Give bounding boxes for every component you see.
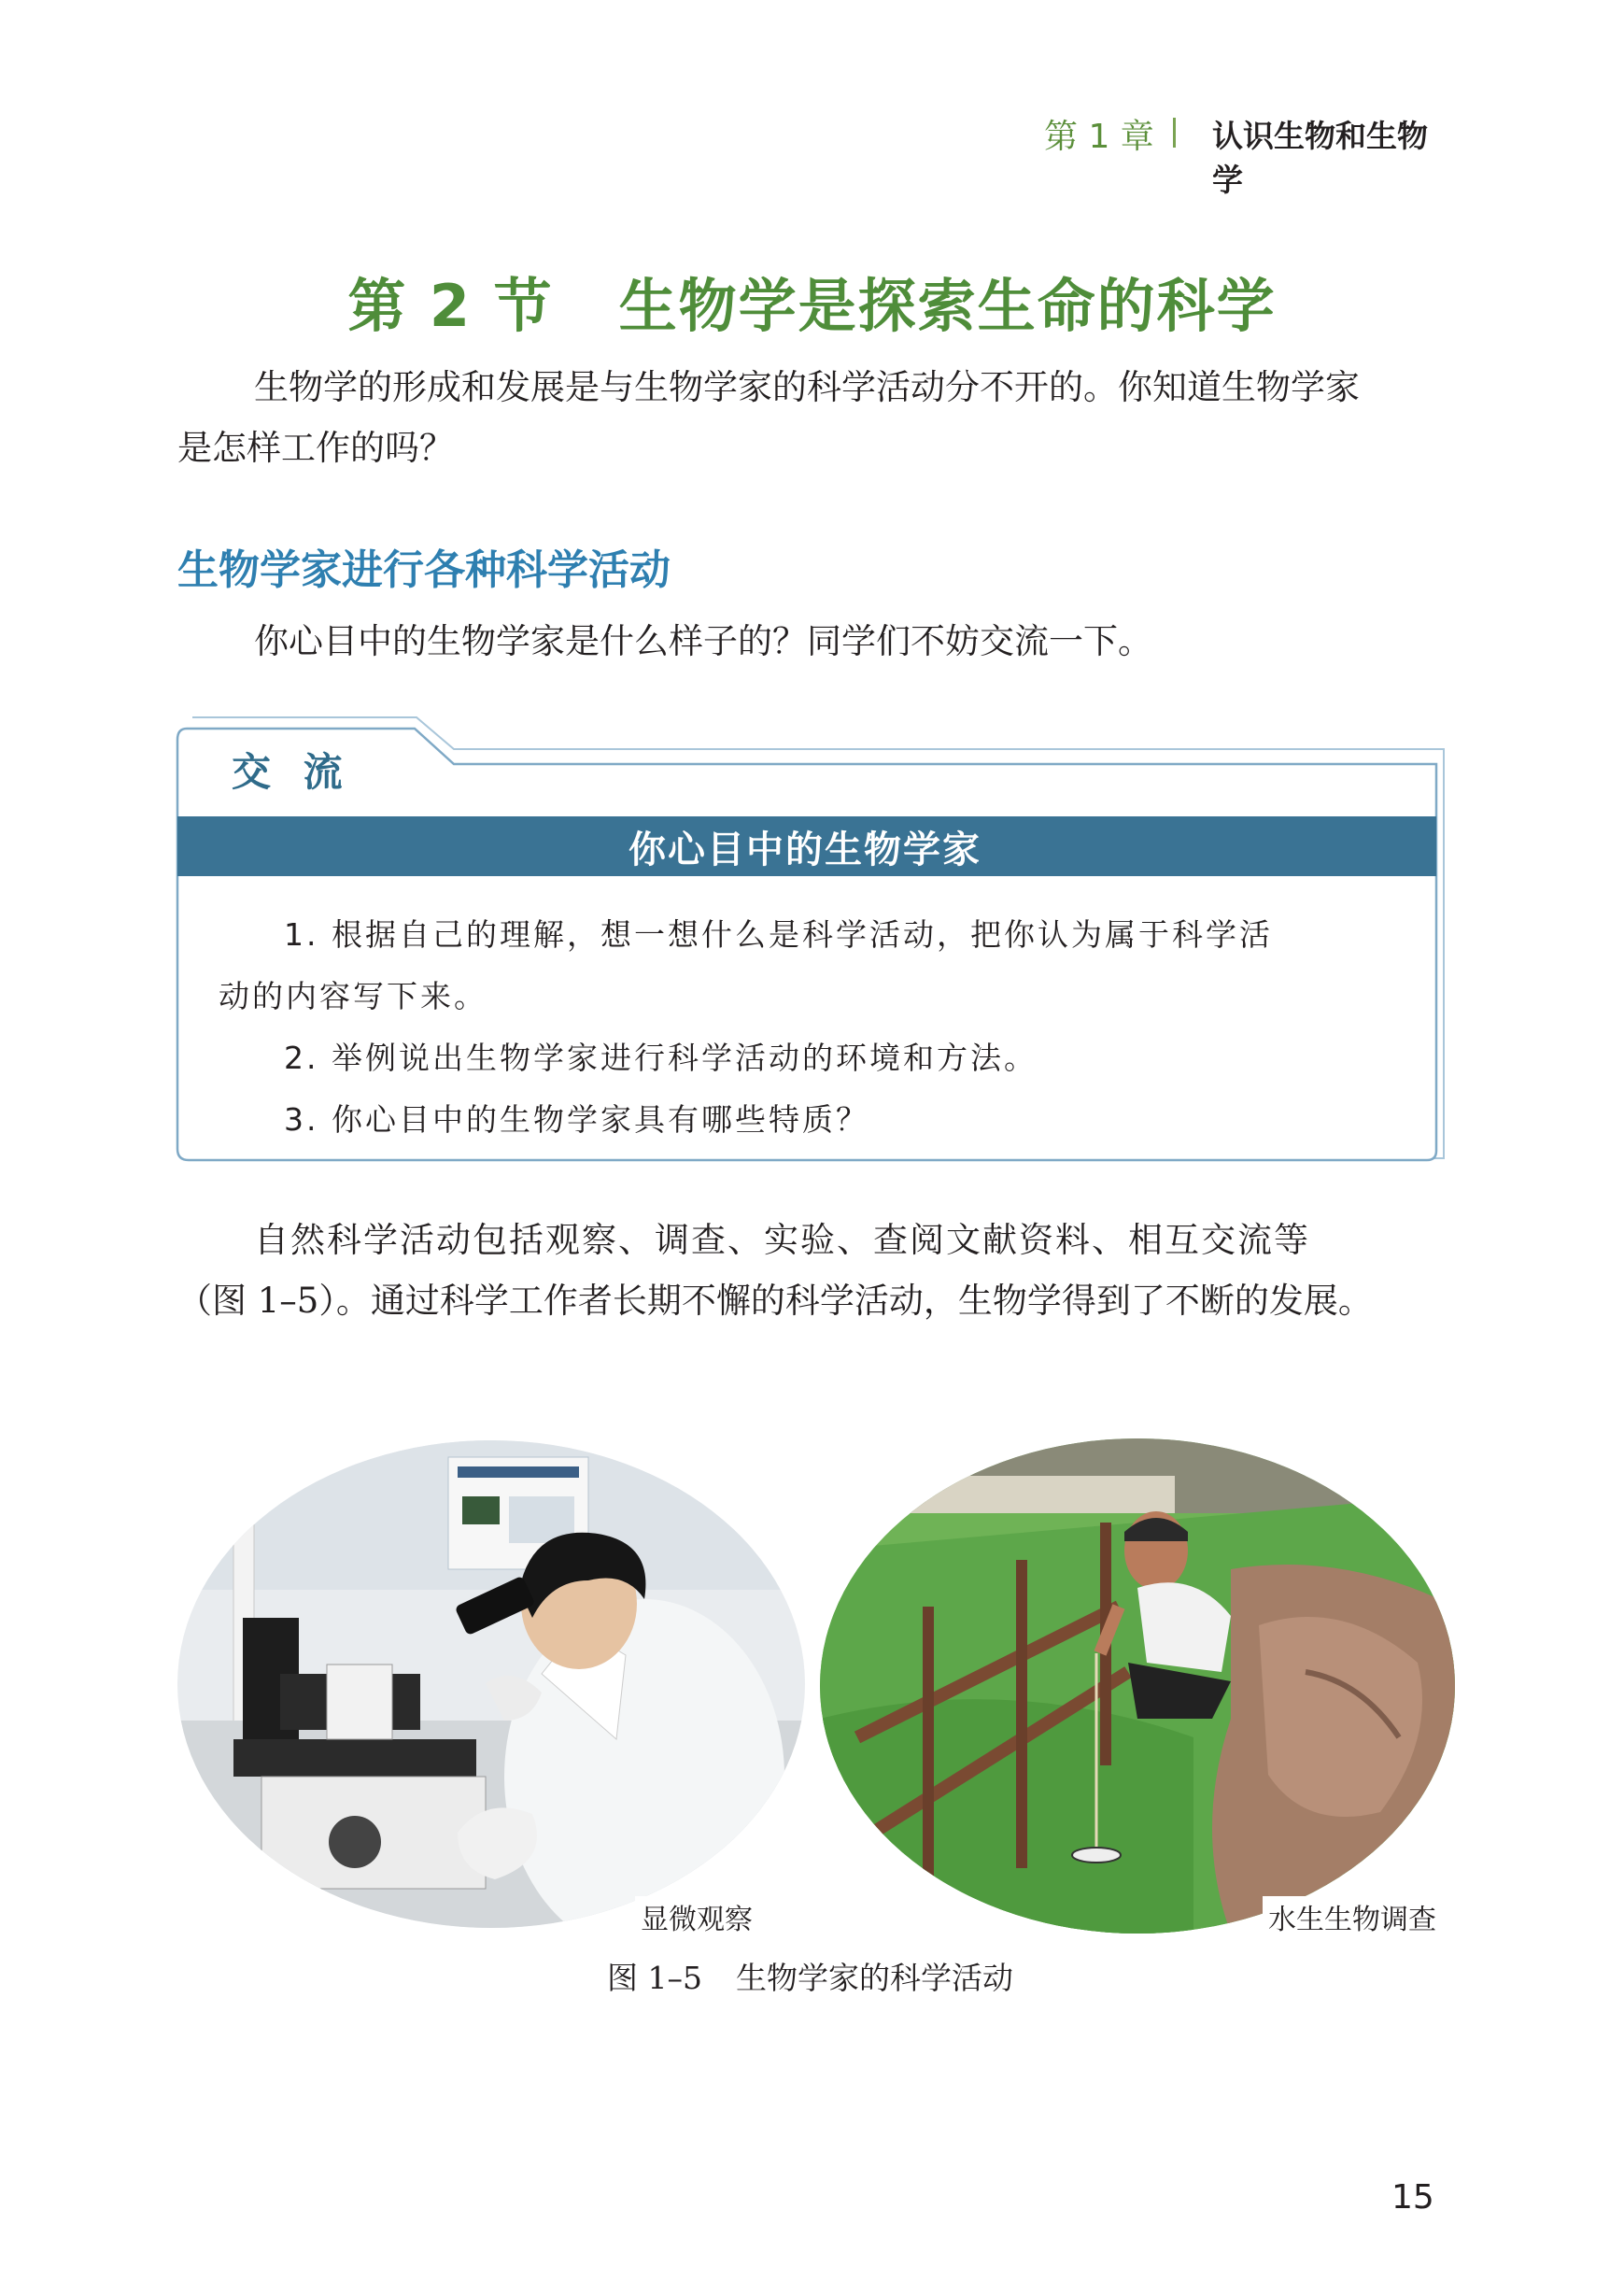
- subsection-text: 你心目中的生物学家是什么样子的？同学们不妨交流一下。: [254, 621, 1152, 661]
- header-divider: [1173, 118, 1176, 148]
- discussion-item-1-line-2: 动的内容写下来。: [219, 978, 487, 1014]
- body-line-1: 自然科学活动包括观察、调查、实验、查阅文献资料、相互交流等: [254, 1220, 1310, 1260]
- section-heading: [0, 260, 1624, 343]
- section-title: 生物学是探索生命的科学: [618, 272, 1277, 340]
- chapter-title: 认识生物和生物学: [1212, 118, 1428, 198]
- chapter-number: 第 1 章: [1044, 118, 1154, 156]
- subsection-heading: 生物学家进行各种科学活动: [177, 546, 671, 594]
- page-number: 15: [1391, 2178, 1434, 2217]
- section-number: 第 2 节: [347, 272, 554, 340]
- figure-caption: [607, 1954, 1013, 1998]
- body-paragraph: [177, 1210, 1455, 1331]
- aquatic-survey-photo: [820, 1438, 1455, 1934]
- discussion-item-2: 2. 举例说出生物学家进行科学活动的环境和方法。: [284, 1040, 1038, 1076]
- microscope-photo: [177, 1440, 805, 1928]
- body-line-2: （图 1–5）。通过科学工作者长期不懈的科学活动，生物学得到了不断的发展。: [177, 1281, 1373, 1321]
- discussion-label: 交 流: [232, 749, 352, 795]
- discussion-item-3: 3. 你心目中的生物学家具有哪些特质？: [284, 1101, 869, 1138]
- figure-caption-text: 生物学家的科学活动: [735, 1960, 1013, 1996]
- discussion-box: [174, 710, 1455, 1168]
- running-header: [1027, 110, 1457, 198]
- intro-paragraph: [177, 357, 1455, 478]
- left-photo-caption: 显微观察: [635, 1896, 758, 1937]
- intro-line-1: 生物学的形成和发展是与生物学家的科学活动分不开的。你知道生物学家: [254, 367, 1360, 407]
- discussion-items: [219, 904, 1397, 1151]
- discussion-item-1-line-1: 1. 根据自己的理解，想一想什么是科学活动，把你认为属于科学活: [284, 916, 1273, 953]
- intro-line-2: 是怎样工作的吗？: [177, 428, 454, 468]
- figure-label: 图 1–5: [607, 1960, 702, 1996]
- right-photo-caption: 水生生物调查: [1263, 1896, 1442, 1937]
- discussion-title: 你心目中的生物学家: [628, 828, 981, 871]
